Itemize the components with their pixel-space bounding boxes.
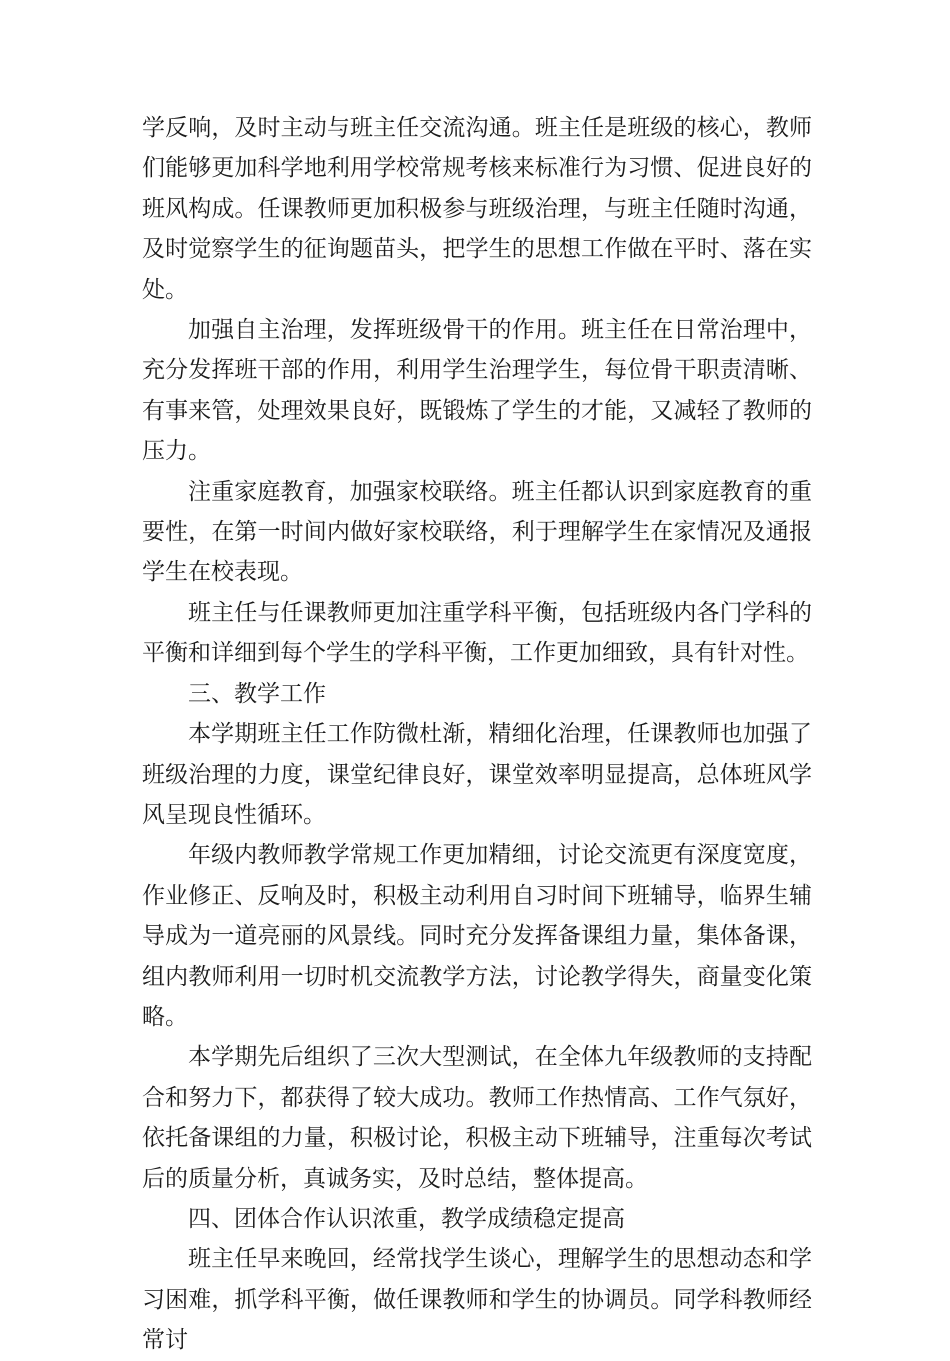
paragraph-4: 班主任与任课教师更加注重学科平衡，包括班级内各门学科的平衡和详细到每个学生的学科平衡，工作更加细致，具有针对性。 [142,599,812,667]
paragraph-8: 班主任早来晚回，经常找学生谈心，理解学生的思想动态和学习困难，抓学科平衡，做任课教师和学生的协调员。同学科教师经常讨 [142,1246,812,1354]
section-heading-teaching: 三、教学工作 [188,680,326,707]
paragraph-6: 年级内教师教学常规工作更加精细，讨论交流更有深度宽度，作业修正、反响及时，积极主动利用自习时间下班辅导，临界生辅导成为一道亮丽的风景线。同时充分发挥备课组力量，集体备课，组内教师利用一切时机交流教学方法，讨论教学得失，商量变化策略。 [142,842,812,1030]
paragraph-2: 加强自主治理，发挥班级骨干的作用。班主任在日常治理中，充分发挥班干部的作用，利用学生治理学生，每位骨干职责清晰、有事来管，处理效果良好，既锻炼了学生的才能，又减轻了教师的压力。 [142,317,812,465]
paragraph-1: 学反响，及时主动与班主任交流沟通。班主任是班级的核心，教师们能够更加科学地利用学校常规考核来标准行为习惯、促进良好的班风构成。任课教师更加积极参与班级治理，与班主任随时沟通，及时觉察学生的征询题苗头，把学生的思想工作做在平时、落在实处。 [142,115,812,303]
document-body [142,108,812,1361]
paragraph-5: 本学期班主任工作防微杜渐，精细化治理，任课教师也加强了班级治理的力度，课堂纪律良好，课堂效率明显提高，总体班风学风呈现良性循环。 [142,721,812,828]
section-heading-teamwork: 四、团体合作认识浓重，教学成绩稳定提高 [188,1205,625,1232]
paragraph-7: 本学期先后组织了三次大型测试，在全体九年级教师的支持配合和努力下，都获得了较大成功。教师工作热情高、工作气氛好，依托备课组的力量，积极讨论，积极主动下班辅导，注重每次考试后的质量分析，真诚务实，及时总结，整体提高。 [142,1044,812,1192]
paragraph-3: 注重家庭教育，加强家校联络。班主任都认识到家庭教育的重要性，在第一时间内做好家校联络，利于理解学生在家情况及通报学生在校表现。 [142,478,812,586]
